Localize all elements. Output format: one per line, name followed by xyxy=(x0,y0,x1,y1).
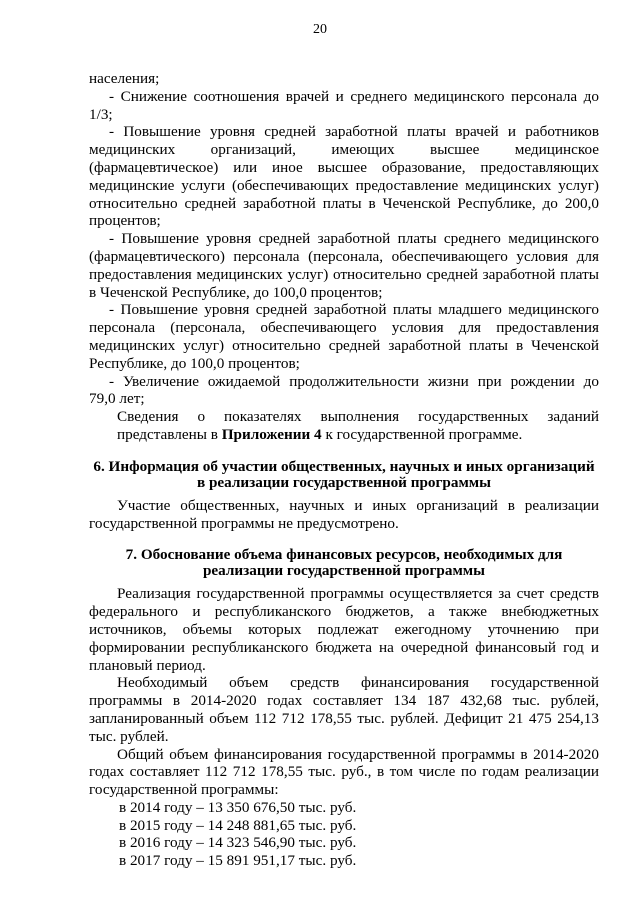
text-line: Республике, до 100,0 процентов; xyxy=(89,354,300,372)
text-line: формировании республиканского бюджета на очередной финансовый год и xyxy=(89,638,599,656)
text-line: - Повышение уровня средней заработной платы младшего медицинского xyxy=(109,301,599,319)
heading-line: в реализации государственной программы xyxy=(196,473,491,491)
text-line: программы в 2014-2020 годах составляет 134 187 432,68 тыс. рублей, xyxy=(89,692,599,710)
heading-line: 6. Информация об участии общественных, научных и иных организаций xyxy=(93,457,595,475)
text-line: источников, объемы которых подлежат ежегодному уточнению при xyxy=(89,620,599,638)
text-line: годах составляет 112 712 178,55 тыс. руб., в том числе по годам реализации xyxy=(89,763,599,781)
funding-year-item: в 2014 году – 13 350 676,50 тыс. руб. xyxy=(119,798,357,816)
text-line: запланированный объем 112 712 178,55 тыс. рублей. Дефицит 21 475 254,13 xyxy=(89,709,599,727)
funding-year-item: в 2016 году – 14 323 546,90 тыс. руб. xyxy=(119,834,357,852)
text-run: представлены в xyxy=(117,425,222,443)
text-line: тыс. рублей. xyxy=(89,727,169,745)
text-line: Общий объем финансирования государственной программы в 2014-2020 xyxy=(117,745,599,763)
text-line: - Увеличение ожидаемой продолжительности жизни при рождении до xyxy=(109,372,599,390)
section-6-heading xyxy=(89,459,599,491)
text-line: медицинские услуги (обеспечивающих предоставление медицинских услуг) xyxy=(89,176,599,194)
heading-line: 7. Обоснование объема финансовых ресурсов, необходимых для xyxy=(125,546,563,564)
page-number: 20 xyxy=(313,22,327,37)
funding-year-item: в 2015 году – 14 248 881,65 тыс. руб. xyxy=(119,816,357,834)
text-line: в Чеченской Республике, до 100,0 процентов; xyxy=(89,283,383,301)
text-run: к государственной программе. xyxy=(321,425,523,443)
text-line: персонала (персонала, обеспечивающего условия для предоставления xyxy=(89,319,599,337)
text-line: - Повышение уровня средней заработной платы среднего медицинского xyxy=(109,230,599,248)
text-line: (фармацевтическое) или иное высшее образование, предоставляющих xyxy=(89,158,599,176)
heading-line: реализации государственной программы xyxy=(202,562,485,580)
document-body xyxy=(89,70,599,870)
text-line: 1/3; xyxy=(89,105,113,123)
text-line: медицинских услуг) относительно средней заработной платы в Чеченской xyxy=(89,336,599,354)
text-line: - Повышение уровня средней заработной платы врачей и работников xyxy=(109,123,599,141)
text-line: населения; xyxy=(89,70,160,87)
text-line: плановый период. xyxy=(89,656,206,674)
text-line: предоставления медицинских услуг) относительно средней заработной платы xyxy=(89,265,599,283)
text-line: Реализация государственной программы осуществляется за счет средств xyxy=(117,585,599,603)
text-line: медицинских организаций, имеющих высшее медицинское xyxy=(89,141,599,159)
text-line xyxy=(89,426,599,444)
text-line: процентов; xyxy=(89,212,161,230)
text-line: - Снижение соотношения врачей и среднего медицинского персонала до xyxy=(109,87,599,105)
text-line: относительно средней заработной платы в Чеченской Республике, до 200,0 xyxy=(89,194,599,212)
text-line: Сведения о показателях выполнения государственных заданий xyxy=(117,408,599,426)
text-line: государственной программы не предусмотрено. xyxy=(89,514,399,532)
text-line: Необходимый объем средств финансирования государственной xyxy=(117,674,599,692)
section-7-heading xyxy=(89,547,599,579)
text-line: федерального и республиканского бюджетов, а также внебюджетных xyxy=(89,603,599,621)
appendix-reference: Приложении 4 xyxy=(221,425,322,443)
funding-year-item: в 2017 году – 15 891 951,17 тыс. руб. xyxy=(119,852,357,870)
text-line: государственной программы: xyxy=(89,781,279,799)
text-line: (фармацевтического) персонала (персонала, обеспечивающего условия для xyxy=(89,247,599,265)
text-line: 79,0 лет; xyxy=(89,390,145,408)
text-line: Участие общественных, научных и иных организаций в реализации xyxy=(117,496,599,514)
